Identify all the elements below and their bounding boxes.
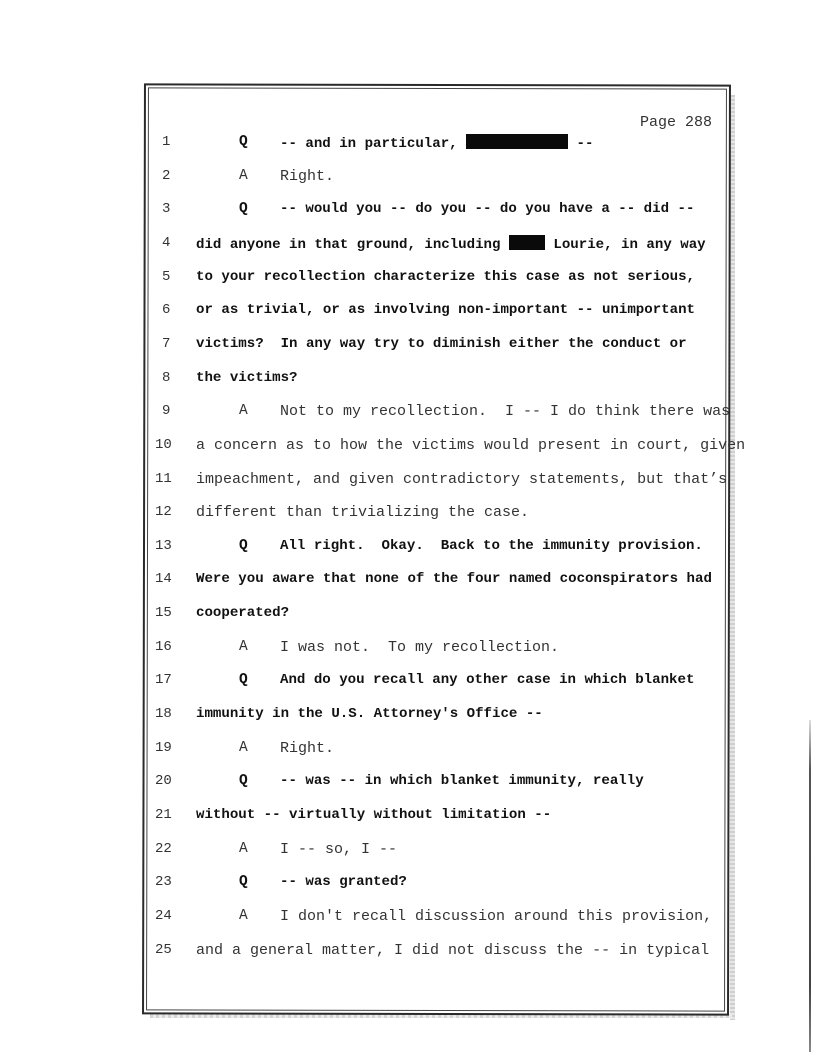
text-segment: I was not. To my recollection. <box>280 638 560 656</box>
answer-text-continued <box>196 437 745 454</box>
question-text <box>280 201 694 217</box>
question-text <box>280 773 644 789</box>
text-segment: the victims? <box>196 369 298 386</box>
answer-text <box>280 168 334 185</box>
text-segment: without -- virtually without limitation -- <box>196 807 552 823</box>
redaction-block <box>509 235 545 250</box>
question-marker: Q <box>239 773 248 790</box>
text-segment: -- was -- in which blanket immunity, really <box>280 773 644 790</box>
text-segment: to your recollection characterize this case as not serious, <box>196 268 695 285</box>
answer-text <box>280 908 712 925</box>
line-number: 20 <box>155 773 172 790</box>
line-number: 19 <box>155 739 172 756</box>
question-text-continued <box>196 571 712 587</box>
text-segment: -- <box>568 136 594 152</box>
answer-text <box>280 740 334 757</box>
text-segment: Right. <box>280 167 335 185</box>
question-marker: Q <box>239 672 248 689</box>
line-number: 14 <box>155 571 172 588</box>
scan-edge-line <box>809 720 811 1052</box>
text-segment: did anyone in that ground, including <box>196 236 509 253</box>
question-marker: Q <box>239 134 248 150</box>
line-number: 15 <box>155 605 172 622</box>
question-text-continued <box>196 706 543 722</box>
text-segment: And do you recall any other case in which blanket <box>280 672 695 689</box>
line-number: 22 <box>155 840 172 857</box>
text-segment: -- was granted? <box>280 874 407 891</box>
question-text-continued <box>196 235 706 253</box>
question-text <box>280 134 593 152</box>
text-segment: cooperated? <box>196 605 290 622</box>
question-marker: Q <box>239 874 248 891</box>
line-number: 7 <box>162 335 171 352</box>
text-segment: a concern as to how the victims would present in court, given <box>196 436 746 454</box>
text-segment: impeachment, and given contradictory statements, but that’s <box>196 470 728 488</box>
text-segment: or as trivial, or as involving non-important -- unimportant <box>196 302 695 319</box>
page-edge-shadow-right <box>730 95 735 1020</box>
text-segment: I -- so, I -- <box>280 840 398 858</box>
redaction-block <box>466 134 568 149</box>
line-number: 8 <box>162 369 171 386</box>
text-segment: immunity in the U.S. Attorney's Office -- <box>196 706 543 723</box>
line-number: 6 <box>162 302 171 319</box>
text-segment: -- would you -- do you -- do you have a -- did -- <box>280 201 695 218</box>
text-segment: and a general matter, I did not discuss the -- in typical <box>196 941 710 959</box>
line-number: 11 <box>155 470 172 487</box>
question-text-continued <box>196 807 551 823</box>
question-text-continued <box>196 336 687 352</box>
line-number: 3 <box>162 201 171 218</box>
line-number: 13 <box>155 537 172 554</box>
question-text <box>280 874 407 890</box>
text-segment: -- and in particular, <box>280 136 467 152</box>
answer-marker: A <box>239 403 248 420</box>
line-number: 12 <box>155 504 172 521</box>
question-text <box>280 538 703 554</box>
line-number: 16 <box>155 638 172 655</box>
answer-marker: A <box>239 739 248 756</box>
line-number: 1 <box>162 134 171 150</box>
line-number: 18 <box>155 706 172 723</box>
question-text-continued <box>196 302 695 318</box>
answer-text-continued <box>196 942 709 959</box>
answer-text <box>280 403 730 420</box>
line-number: 23 <box>155 874 172 891</box>
answer-text-continued <box>196 504 529 521</box>
answer-marker: A <box>239 840 248 857</box>
line-number: 21 <box>155 807 172 823</box>
question-text-continued <box>196 269 695 285</box>
answer-text <box>280 639 559 656</box>
answer-marker: A <box>239 907 248 924</box>
text-segment: Not to my recollection. I -- I do think there was <box>280 403 731 421</box>
question-text <box>280 672 694 688</box>
text-segment: victims? In any way try to diminish either the conduct or <box>196 335 687 352</box>
page-number: Page 288 <box>640 114 713 131</box>
text-segment: Were you aware that none of the four named coconspirators had <box>196 571 712 588</box>
question-marker: Q <box>239 201 248 218</box>
answer-text-continued <box>196 471 727 488</box>
answer-marker: A <box>239 167 248 184</box>
question-marker: Q <box>239 537 248 554</box>
text-segment: different than trivializing the case. <box>196 504 530 522</box>
line-number: 10 <box>155 436 172 453</box>
question-text-continued <box>196 605 289 621</box>
line-number: 24 <box>155 907 172 924</box>
text-segment: I don't recall discussion around this provision, <box>280 907 713 925</box>
line-number: 4 <box>162 234 171 251</box>
text-segment: Right. <box>280 739 335 757</box>
text-segment: All right. Okay. Back to the immunity provision. <box>280 537 703 554</box>
line-number: 17 <box>155 672 172 689</box>
text-segment: Lourie, in any way <box>544 236 706 253</box>
line-number: 9 <box>162 403 171 420</box>
question-text-continued <box>196 370 298 386</box>
line-number: 5 <box>162 268 171 285</box>
line-number: 25 <box>155 941 172 958</box>
line-number: 2 <box>162 167 171 184</box>
answer-marker: A <box>239 638 248 655</box>
answer-text <box>280 841 397 858</box>
